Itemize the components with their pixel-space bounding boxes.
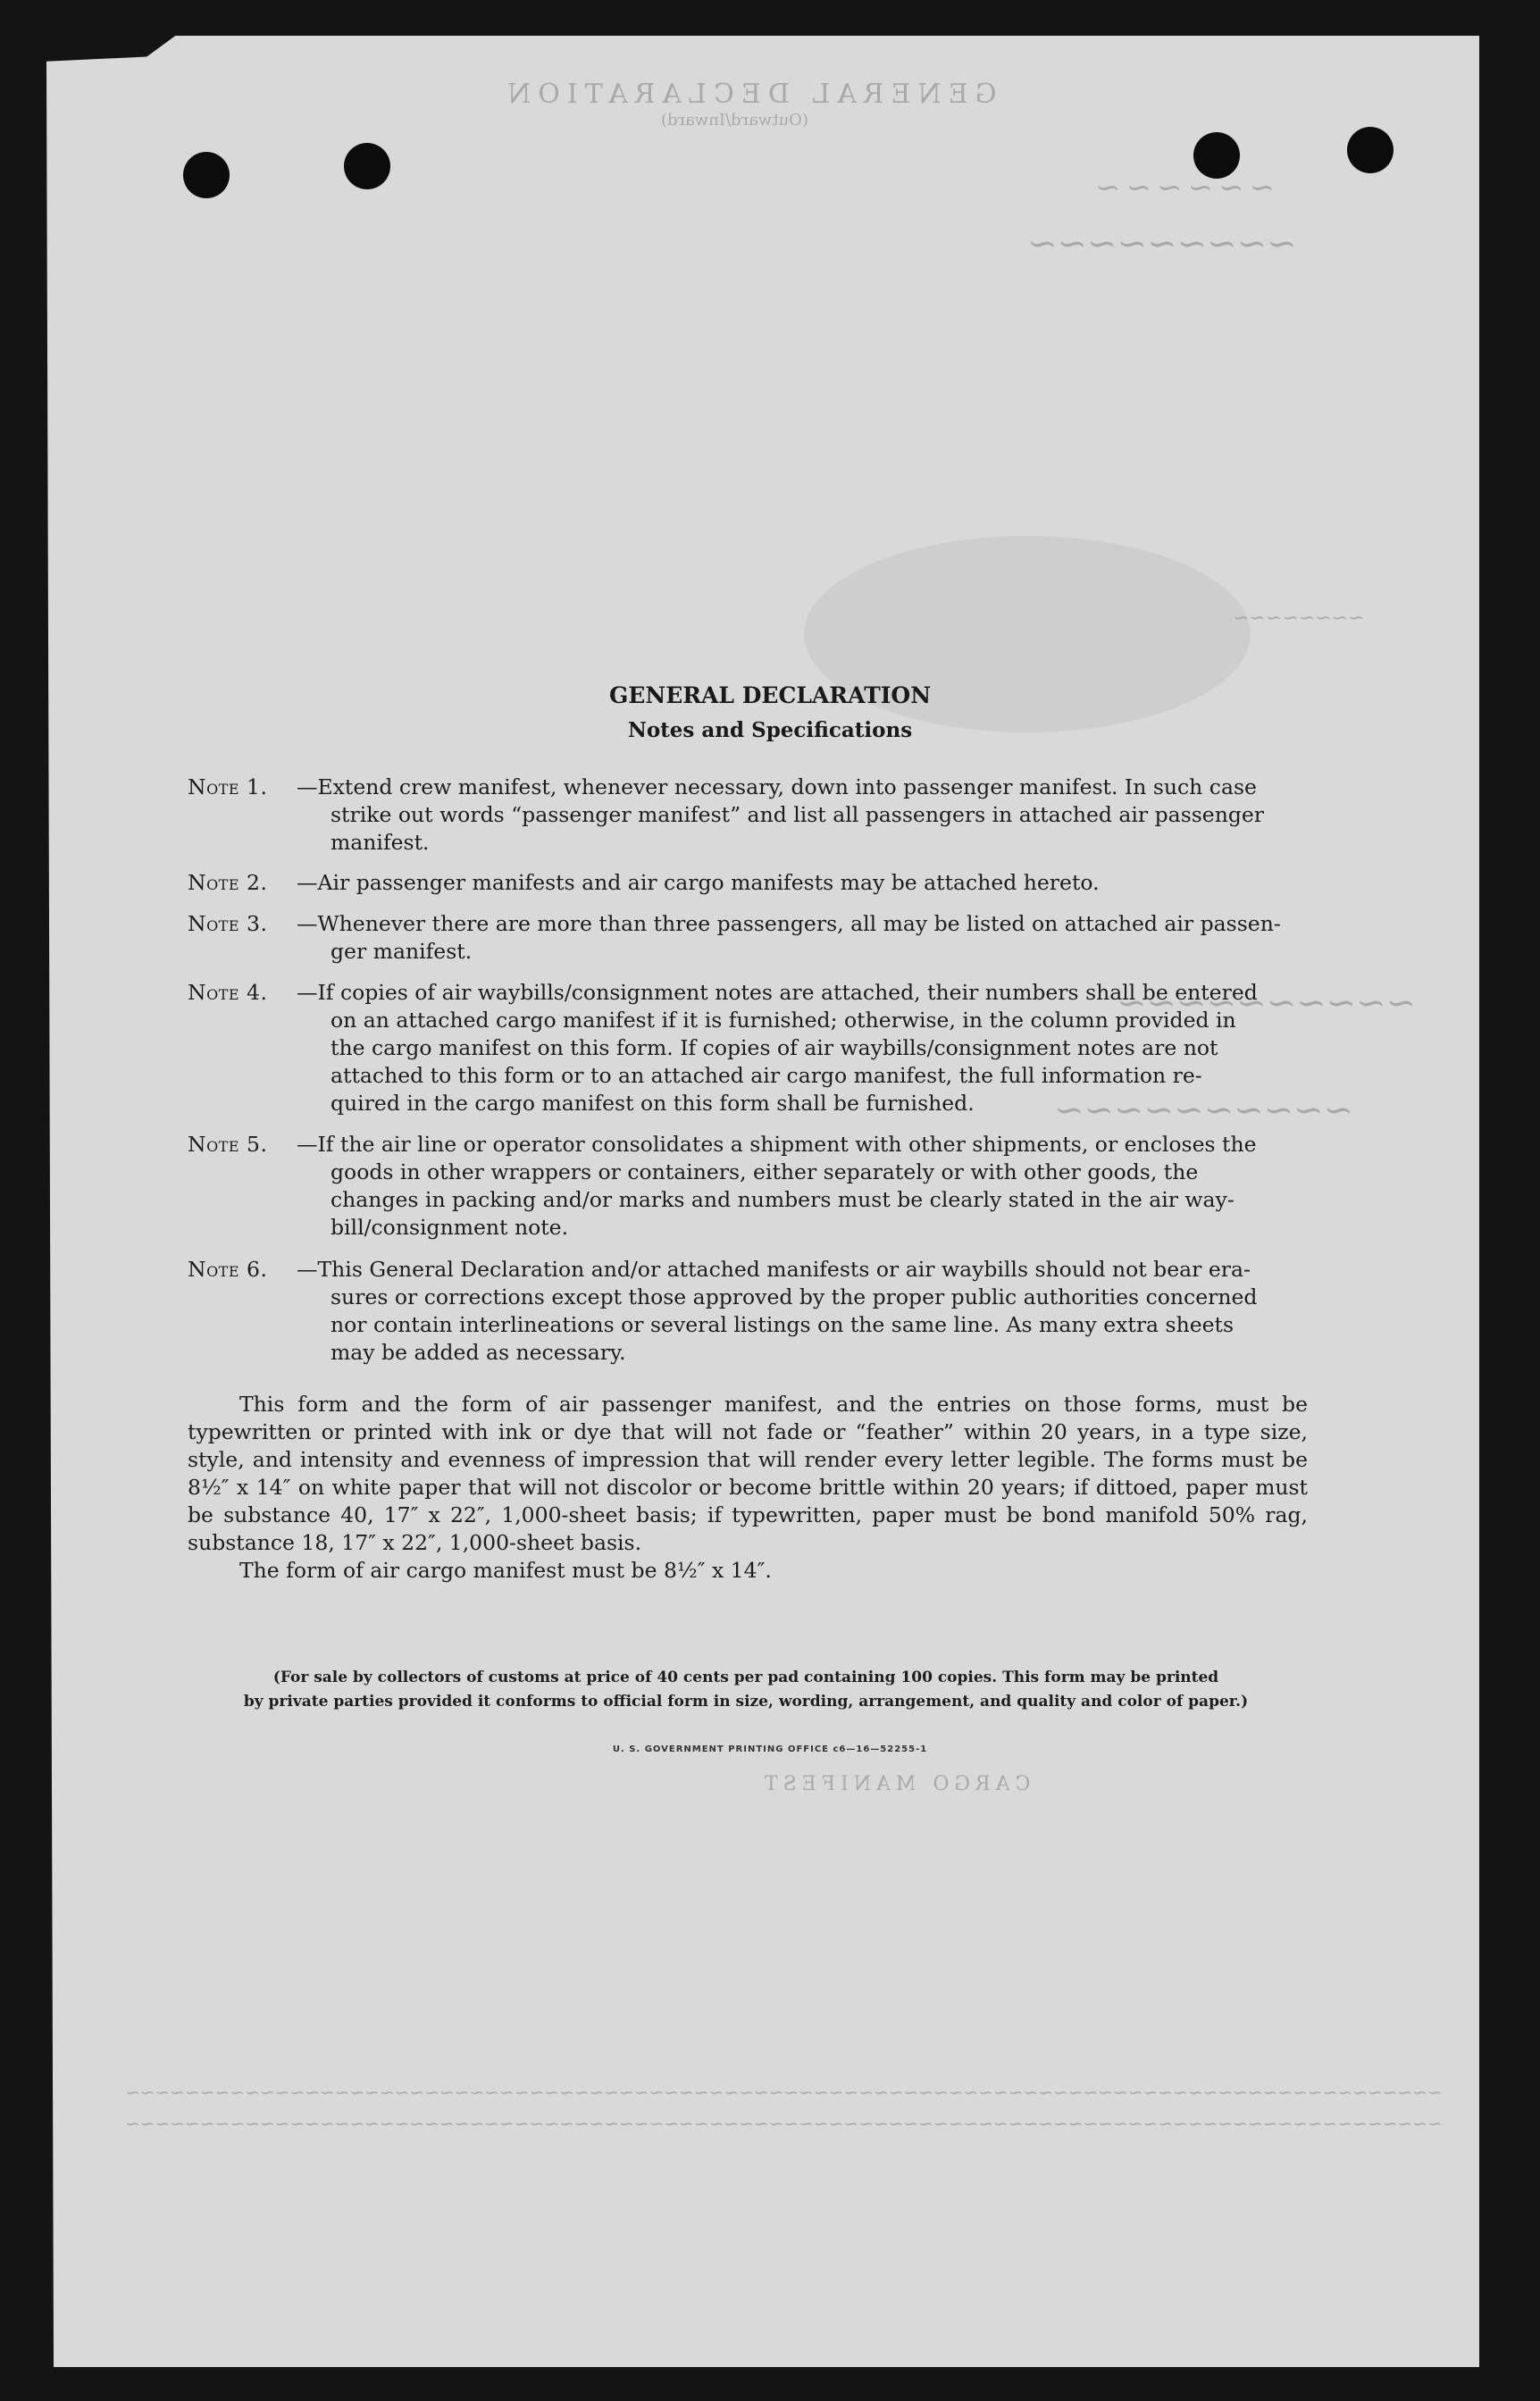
- note-4-line-2: on an attached cargo manifest if it is furnished; otherwise, in the column provided in: [331, 1008, 1236, 1033]
- note-1-line-3: manifest.: [331, 830, 430, 855]
- form-requirements-text: This form and the form of air passenger manifest, and the entries on those forms, must be typewritten or printed with ink or dye that will not fade or “feather” within 20 years, in a type size, style, and intensity and evenness of impression that will render every letter legible. The forms must be 8½″ x 14″ on white paper that will not discolor or become brittle within 20 years; if dittoed, paper must be substance 40, 17″ x 22″, 1,000-sheet basis; if typewritten, paper must be bond manifold 50% rag, substance 18, 17″ x 22″, 1,000-sheet basis.: [188, 1392, 1308, 1555]
- punch-hole-right-1: [1193, 132, 1240, 179]
- note-2-line-1: —Air passenger manifests and air cargo manifests may be attached hereto.: [297, 870, 1100, 895]
- sale-notice: [179, 1666, 1313, 1714]
- cargo-manifest-size-text: The form of air cargo manifest must be 8½″ x 14″.: [239, 1558, 772, 1583]
- note-3-label: Note 3.: [188, 911, 268, 936]
- note-6: [188, 1256, 1304, 1367]
- bleed-through-handwriting-4: ~~~~~~~~~~: [1117, 983, 1417, 1024]
- bleed-through-cargo-heading: CARGO MANIFEST: [759, 1773, 1031, 1795]
- note-5-line-3: changes in packing and/or marks and numbers must be clearly stated in the air way-: [331, 1187, 1235, 1212]
- bleed-through-text-3: ~~~~~~~~: [1233, 607, 1365, 630]
- note-6-line-3: nor contain interlineations or several listings on the same line. As many extra sheets: [331, 1312, 1235, 1337]
- punch-hole-left-1: [183, 152, 230, 198]
- bleed-through-heading: GENERAL DECLARATION: [500, 79, 997, 110]
- note-6-line-2: sures or corrections except those approved by the proper public authorities concerned: [331, 1284, 1258, 1309]
- bleed-through-subheading: (Outward/Inward): [661, 111, 808, 130]
- page-subtitle: Notes and Specifications: [627, 718, 913, 742]
- page-title: GENERAL DECLARATION: [608, 682, 932, 708]
- printing-office-imprint: U. S. GOVERNMENT PRINTING OFFICE c6—16—52255-1: [612, 1744, 928, 1754]
- note-6-label: Note 6.: [188, 1257, 268, 1282]
- punch-hole-left-2: [344, 143, 390, 189]
- bleed-through-handwriting-2: ~~~~~~~~~: [1027, 223, 1297, 264]
- note-1-line-1: —Extend crew manifest, whenever necessary, down into passenger manifest. In such case: [297, 774, 1257, 799]
- note-2: [188, 869, 1304, 897]
- note-4-label: Note 4.: [188, 980, 268, 1005]
- note-1-label: Note 1.: [188, 774, 268, 799]
- note-5-line-2: goods in other wrappers or containers, either separately or with other goods, the: [331, 1159, 1199, 1184]
- note-5: [188, 1131, 1304, 1242]
- bleed-through-text-7: ~~~~~~~~~~~~~~~~~~~~~~~~~~~~~~~~~~~~~~~~~~~~~~~~~~~~~~~~~~~~~~~~~~~~~~~~~~~~~~~~~~~~~~~~: [125, 2112, 1443, 2134]
- note-4-line-1: —If copies of air waybills/consignment notes are attached, their numbers shall be entered: [297, 980, 1258, 1005]
- note-2-label: Note 2.: [188, 870, 268, 895]
- bleed-through-text-6: ~~~~~~~~~~~~~~~~~~~~~~~~~~~~~~~~~~~~~~~~~~~~~~~~~~~~~~~~~~~~~~~~~~~~~~~~~~~~~~~~~~~~~~~~: [125, 2081, 1443, 2103]
- note-3: [188, 910, 1304, 966]
- note-5-label: Note 5.: [188, 1132, 268, 1157]
- sale-notice-line-1: (For sale by collectors of customs at price of 40 cents per pad containing 100 copies. This form may be printed: [272, 1669, 1219, 1686]
- note-1-line-2: strike out words “passenger manifest” and list all passengers in attached air passenger: [331, 802, 1265, 827]
- punch-hole-right-2: [1347, 127, 1394, 173]
- sale-notice-line-2: by private parties provided it conforms to official form in size, wording, arrangement, and quality and color of paper.): [243, 1693, 1249, 1711]
- note-4-line-4: attached to this form or to an attached air cargo manifest, the full information re-: [331, 1063, 1202, 1088]
- note-6-line-1: —This General Declaration and/or attached manifests or air waybills should not bear era-: [297, 1257, 1251, 1282]
- cargo-manifest-size-paragraph: [188, 1557, 1308, 1585]
- note-6-line-4: may be added as necessary.: [331, 1340, 626, 1365]
- note-4: [188, 979, 1304, 1117]
- note-1: [188, 774, 1304, 857]
- bleed-through-handwriting-1: ~~~~~~: [1090, 170, 1275, 205]
- note-5-line-1: —If the air line or operator consolidates a shipment with other shipments, or encloses the: [297, 1132, 1257, 1157]
- note-4-line-3: the cargo manifest on this form. If copies of air waybills/consignment notes are not: [331, 1035, 1218, 1060]
- note-3-line-1: —Whenever there are more than three passengers, all may be listed on attached air passen-: [297, 911, 1281, 936]
- note-3-line-2: ger manifest.: [331, 939, 473, 964]
- note-4-line-5: quired in the cargo manifest on this form shall be furnished.: [331, 1091, 975, 1116]
- bleed-through-handwriting-5: ~~~~~~~~~~: [1054, 1090, 1354, 1131]
- form-requirements-paragraph: [188, 1391, 1308, 1557]
- note-5-line-4: bill/consignment note.: [331, 1215, 569, 1240]
